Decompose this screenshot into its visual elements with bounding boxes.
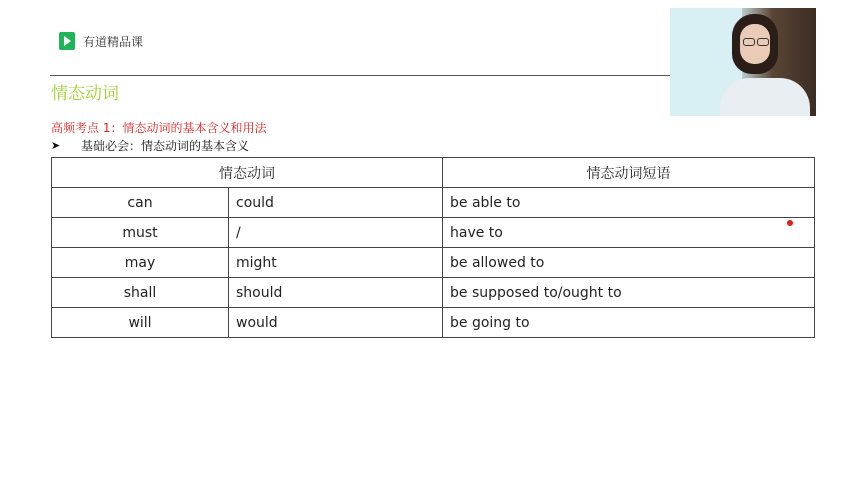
cell-phrase: be supposed to/ought to <box>443 278 815 308</box>
table-row <box>52 218 815 248</box>
cell-past: / <box>229 218 443 248</box>
bullet-line <box>51 137 249 154</box>
header-modal-verbs: 情态动词 <box>52 158 443 188</box>
arrow-bullet-icon: ➤ <box>51 139 61 152</box>
webcam-video[interactable] <box>670 8 816 116</box>
header-modal-phrases: 情态动词短语 <box>443 158 815 188</box>
cell-phrase: be going to <box>443 308 815 338</box>
table-row <box>52 248 815 278</box>
modal-verb-table <box>51 157 815 338</box>
glasses-right <box>757 38 769 46</box>
cell-past: would <box>229 308 443 338</box>
cell-base: must <box>52 218 229 248</box>
table-header-row <box>52 158 815 188</box>
brand-name: 有道精品课 <box>83 34 144 49</box>
laser-pointer-dot <box>787 220 793 226</box>
cell-base: can <box>52 188 229 218</box>
table-row <box>52 278 815 308</box>
cell-base: may <box>52 248 229 278</box>
cell-phrase: be able to <box>443 188 815 218</box>
table-row <box>52 188 815 218</box>
slide-title: 情态动词 <box>51 84 119 104</box>
cell-past: could <box>229 188 443 218</box>
cell-base: shall <box>52 278 229 308</box>
play-icon <box>59 32 75 50</box>
brand <box>59 32 143 50</box>
table-row <box>52 308 815 338</box>
cell-base: will <box>52 308 229 338</box>
cell-phrase: be allowed to <box>443 248 815 278</box>
bullet-text: 基础必会：情态动词的基本含义 <box>81 139 250 153</box>
slide-subtitle: 高频考点 1：情态动词的基本含义和用法 <box>51 121 267 135</box>
cell-phrase: have to <box>443 218 815 248</box>
glasses-left <box>743 38 755 46</box>
title-divider <box>50 75 670 76</box>
cell-past: might <box>229 248 443 278</box>
cell-past: should <box>229 278 443 308</box>
presenter-body <box>720 78 810 116</box>
